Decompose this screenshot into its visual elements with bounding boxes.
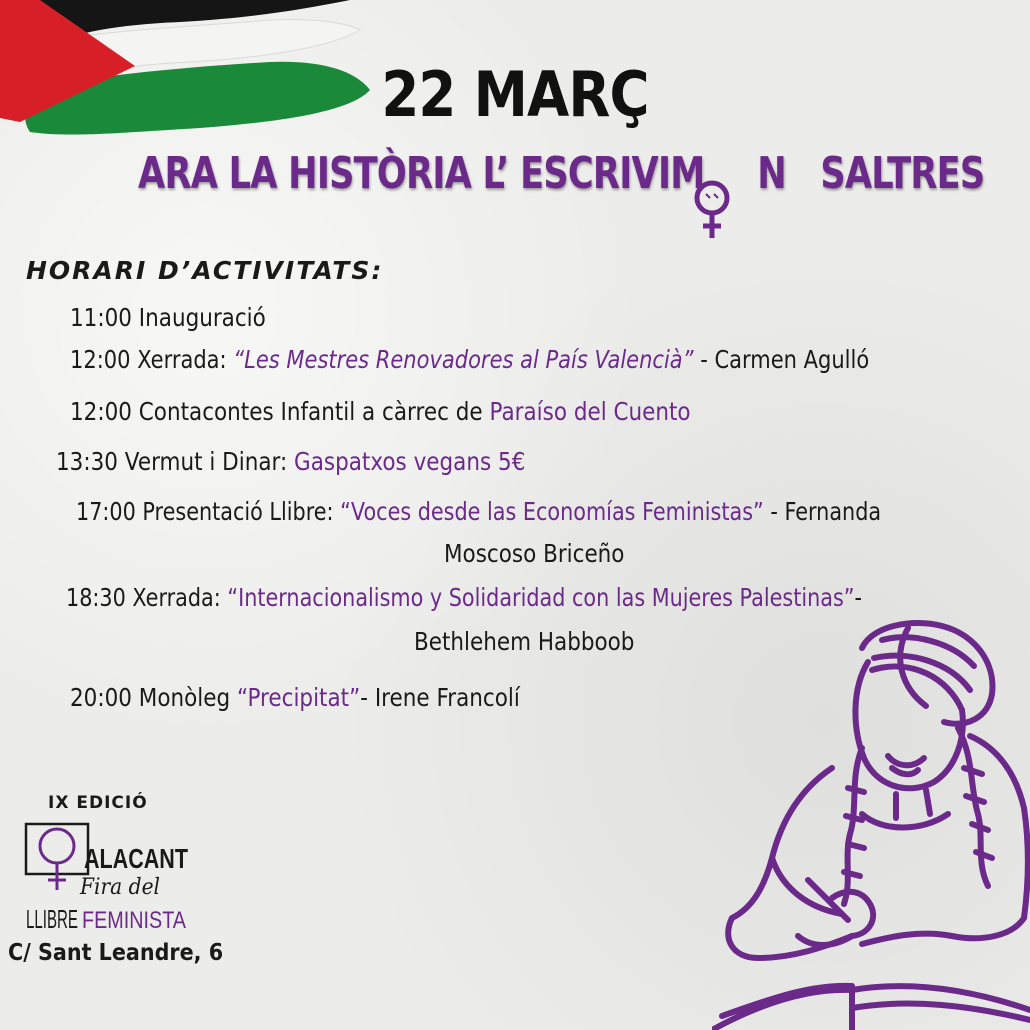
item-time: 17:00: [76, 497, 136, 526]
item-highlight: “Les Mestres Renovadores al País Valencià”: [233, 345, 694, 374]
item-text: Inauguració: [138, 303, 266, 332]
venus-symbol-icon: [690, 180, 734, 240]
schedule-item-4: [56, 448, 525, 477]
logo-city: ALACANT: [84, 843, 188, 874]
item-suffix: - Irene Francolí: [360, 683, 520, 712]
schedule-item-6: [66, 584, 862, 613]
item-text: Xerrada:: [132, 583, 221, 612]
item-text: Contacontes Infantil a càrrec de: [138, 397, 483, 426]
item-highlight: “Precipitat”: [236, 683, 361, 712]
edition-label: IX EDICIÓ: [48, 793, 148, 813]
schedule-item-6-line2: Bethlehem Habboob: [414, 627, 635, 656]
item-highlight: “Voces desde las Economías Feministas”: [340, 497, 764, 526]
item-highlight: Paraíso del Cuento: [489, 397, 691, 426]
item-text: Presentació Llibre:: [142, 497, 334, 526]
item-time: 12:00: [70, 345, 131, 374]
schedule-item-5-line2: Moscoso Briceño: [444, 539, 625, 568]
subtitle-part1: ARA LA HISTÒRIA L’ ESCRIVIM: [138, 148, 705, 199]
subtitle-part2: N: [757, 148, 786, 199]
schedule-item-3: [70, 398, 691, 427]
item-suffix: - Carmen Agulló: [700, 345, 870, 374]
woman-writing-illustration-icon: [712, 618, 1030, 1030]
schedule-item-1: [70, 304, 266, 333]
item-time: 20:00: [70, 683, 132, 712]
schedule-heading: HORARI D’ACTIVITATS:: [26, 256, 384, 285]
logo-llibre: LLIBRE: [26, 904, 78, 934]
item-highlight: Gaspatxos vegans 5€: [294, 447, 526, 476]
item-time: 11:00: [70, 303, 132, 332]
item-suffix: - Fernanda: [770, 497, 882, 526]
item-text: Xerrada:: [137, 345, 227, 374]
item-highlight: “Internacionalismo y Solidaridad con las Mujeres Palestinas”: [227, 583, 855, 612]
item-suffix: -: [854, 583, 863, 612]
schedule-item-5: [76, 498, 881, 527]
schedule-item-2: [70, 346, 869, 375]
logo-fira: Fira del: [79, 875, 160, 900]
fira-llibre-feminista-logo: [22, 820, 192, 938]
item-text: Vermut i Dinar:: [124, 447, 288, 476]
item-time: 12:00: [70, 397, 132, 426]
address: C/ Sant Leandre, 6: [8, 940, 224, 966]
item-text: Monòleg: [138, 683, 231, 712]
schedule-item-7: [70, 684, 520, 713]
page-title: 22 MARÇ: [381, 58, 649, 131]
subtitle-part3: SALTRES: [820, 148, 985, 199]
item-time: 13:30: [56, 447, 118, 476]
logo-feminista: FEMINISTA: [82, 907, 186, 934]
item-time: 18:30: [66, 583, 126, 612]
